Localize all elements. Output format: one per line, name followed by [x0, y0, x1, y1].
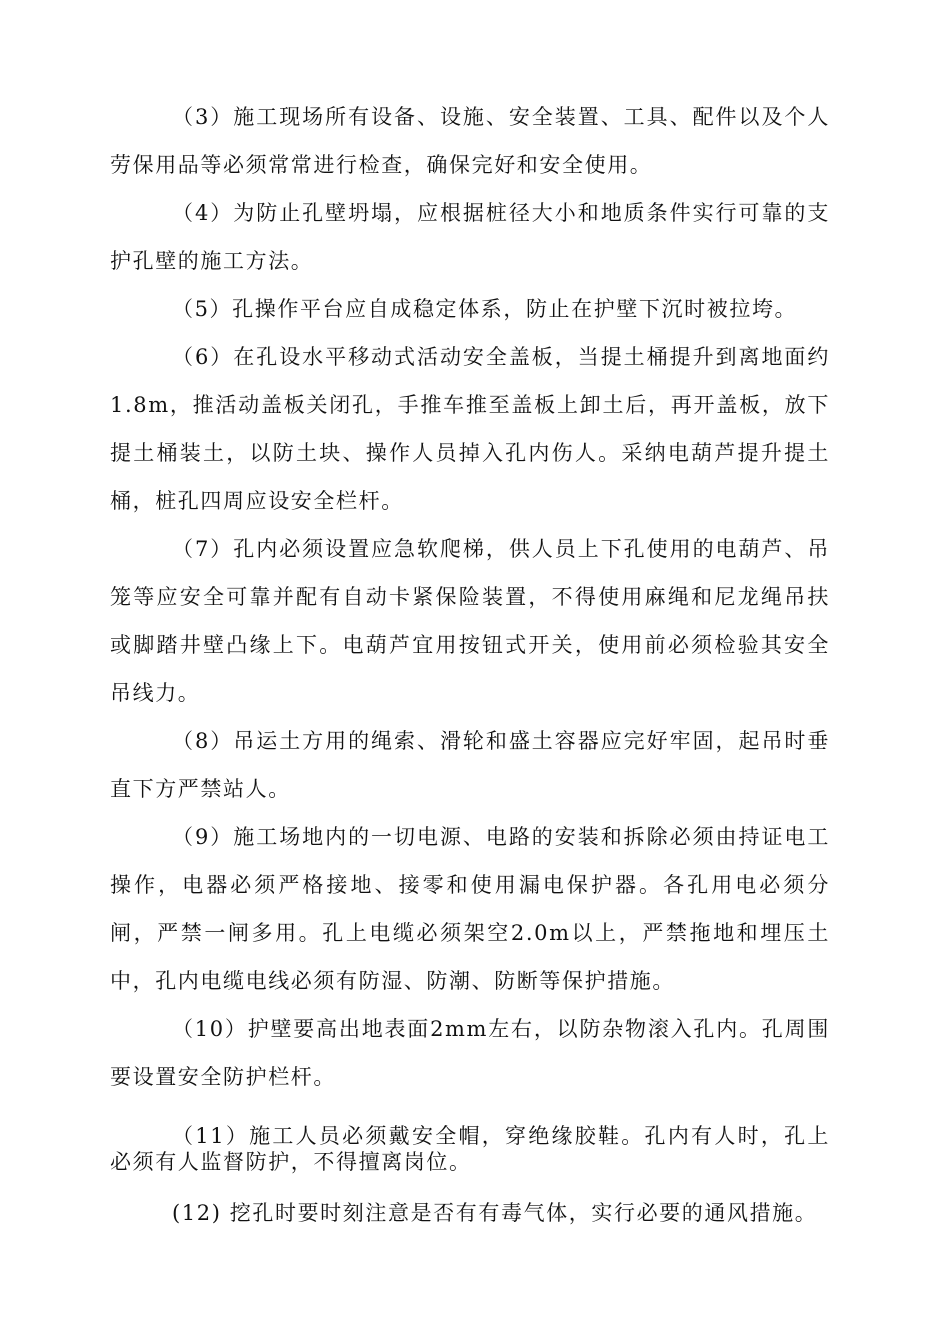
paragraph-7: （7）孔内必须设置应急软爬梯，供人员上下孔使用的电葫芦、吊笼等应安全可靠并配有自动卡紧保险装置，不得使用麻绳和尼龙绳吊扶或脚踏井壁凸缘上下。电葫芦宜用按钮式开关，使用前必须检验其安全吊线力。	[110, 537, 830, 705]
paragraph-11: （11）施工人员必须戴安全帽，穿绝缘胶鞋。孔内有人时，孔上必须有人监督防护，不得擅离岗位。	[110, 1124, 830, 1174]
paragraph-5: （5）孔操作平台应自成稳定体系，防止在护壁下沉时被拉垮。	[172, 297, 798, 321]
paragraph-6: （6）在孔设水平移动式活动安全盖板，当提土桶提升到离地面约1.8m，推活动盖板关闭孔，手推车推至盖板上卸土后，再开盖板，放下提土桶装土，以防土块、操作人员掉入孔内伤人。采纳电葫芦提升提土桶，桩孔四周应设安全栏杆。	[110, 345, 830, 513]
paragraph-8: （8）吊运土方用的绳索、滑轮和盛土容器应完好牢固，起吊时垂直下方严禁站人。	[110, 729, 830, 801]
paragraph-12: (12) 挖孔时要时刻注意是否有有毒气体，实行必要的通风措施。	[172, 1201, 818, 1225]
paragraph-9: （9）施工场地内的一切电源、电路的安装和拆除必须由持证电工操作，电器必须严格接地、接零和使用漏电保护器。各孔用电必须分闸，严禁一闸多用。孔上电缆必须架空2.0m以上，严禁拖地和埋压土中，孔内电缆电线必须有防湿、防潮、防断等保护措施。	[110, 825, 830, 993]
paragraph-10: （10）护壁要高出地表面2mm左右，以防杂物滚入孔内。孔周围要设置安全防护栏杆。	[110, 1017, 830, 1089]
paragraph-4: （4）为防止孔壁坍塌，应根据桩径大小和地质条件实行可靠的支护孔壁的施工方法。	[110, 201, 830, 273]
paragraph-3: （3）施工现场所有设备、设施、安全装置、工具、配件以及个人劳保用品等必须常常进行检查，确保完好和安全使用。	[110, 105, 830, 177]
